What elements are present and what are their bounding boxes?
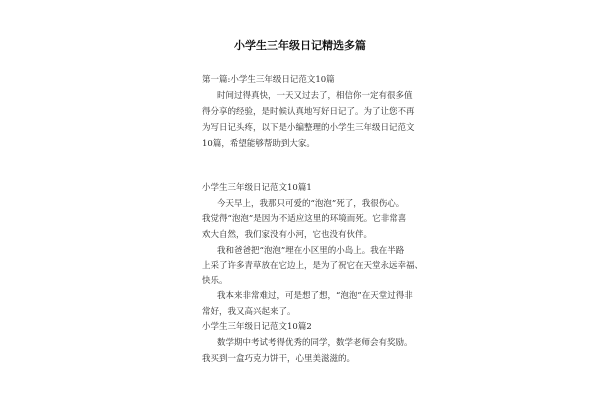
paragraph-line: 我和爸爸把“泡泡”埋在小区里的小岛上。我在半路 [217,246,405,256]
paragraph-line: 时间过得真快，一天又过去了，相信你一定有很多值 [217,91,413,101]
document-title: 小学生三年级日记精选多篇 [234,39,366,52]
paragraph-line: 快乐。 [202,276,228,286]
paragraph-line: 为写日记头疼，以下是小编整理的小学生三年级日记范文 [202,123,415,133]
paragraph-line: 数学期中考试考得优秀的同学，数学老师会有奖励。 [217,338,413,348]
paragraph-line: 我本来非常难过，可是想了想，“泡泡”在天堂过得非 [217,291,413,301]
paragraph-line: 今天早上，我那只可爱的“泡泡”死了，我很伤心。 [217,199,405,209]
paragraph-line: 我买到一盒巧克力饼干，心里美滋滋的。 [202,354,356,364]
section-heading-3: 小学生三年级日记范文10篇2 [202,322,312,332]
paragraph-line: 欢大自然，我们家没有小河，它也没有伙伴。 [202,230,373,240]
paragraph-line: 得分享的经验，是时候认真地写好日记了。为了让您不再 [202,107,415,117]
paragraph-line: 上采了许多青草放在它边上，是为了祝它在天堂永远幸福、 [202,261,424,271]
section-heading-2: 小学生三年级日记范文10篇1 [202,183,312,193]
paragraph-line: 常好，我又高兴起来了。 [202,307,296,317]
paragraph-line: 我觉得“泡泡”是因为不适应这里的环境而死。它非常喜 [202,214,407,224]
paragraph-line: 10篇，希望能够帮助到大家。 [202,139,315,149]
section-heading-1: 第一篇:小学生三年级日记范文10篇 [202,75,335,85]
